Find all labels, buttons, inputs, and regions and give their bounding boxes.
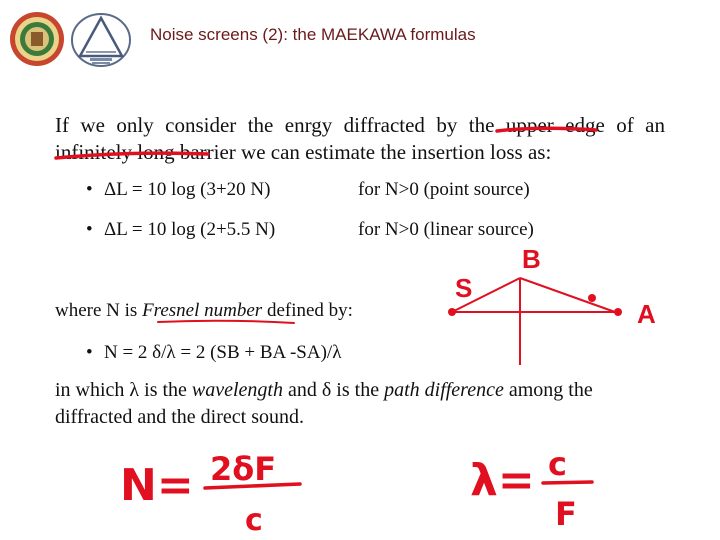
in-which-paragraph	[55, 377, 665, 431]
bullet-dot: •	[86, 342, 93, 363]
in-which-text-c: among the diffracted and the direct sound.	[55, 379, 593, 428]
in-which-text-a: in which λ is the	[55, 379, 192, 401]
ray-ba	[520, 278, 615, 312]
hand-n-denominator: c	[245, 503, 263, 538]
linear-source-condition: for N>0 (linear source)	[358, 219, 534, 240]
hand-n-lhs: N=	[120, 460, 194, 511]
receiver-dot	[614, 308, 622, 316]
hand-lambda-numerator: c	[548, 445, 567, 483]
acoustics-triangle-logo	[70, 12, 132, 68]
bullet-dot: •	[86, 179, 93, 200]
hand-n-numerator: 2δF	[210, 450, 277, 488]
hand-lambda-denominator: F	[555, 495, 577, 533]
label-b: B	[522, 244, 541, 274]
fresnel-formula: N = 2 δ/λ = 2 (SB + BA -SA)/λ	[104, 342, 342, 363]
point-source-formula-row	[86, 179, 606, 205]
where-suffix: defined by:	[262, 300, 353, 321]
linear-source-formula-row	[86, 219, 606, 245]
point-source-formula: ΔL = 10 log (3+20 N)	[104, 179, 271, 200]
intro-paragraph: If we only consider the enrgy diffracted by the upper edge of an infinitely long barrier we can estimate the insertion loss as:	[55, 113, 665, 164]
fresnel-number-term: Fresnel number	[142, 300, 263, 321]
in-which-text-b: and δ is the	[283, 379, 385, 401]
point-source-condition: for N>0 (point source)	[358, 179, 530, 200]
source-dot	[448, 308, 456, 316]
fresnel-definition-line	[55, 297, 353, 324]
path-difference-term: path difference	[384, 379, 504, 401]
wavelength-term: wavelength	[191, 379, 283, 401]
hand-lambda-lhs: λ=	[470, 455, 535, 506]
mid-dot	[588, 294, 596, 302]
label-a: A	[637, 299, 656, 329]
fresnel-formula-row	[86, 342, 526, 368]
where-prefix: where N is	[55, 300, 143, 321]
bullet-dot: •	[86, 219, 93, 240]
label-s: S	[455, 273, 473, 303]
slide-title: Noise screens (2): the MAEKAWA formulas	[150, 25, 476, 44]
ray-sb	[452, 278, 520, 312]
university-seal-logo	[8, 10, 66, 68]
linear-source-formula: ΔL = 10 log (2+5.5 N)	[104, 219, 276, 240]
